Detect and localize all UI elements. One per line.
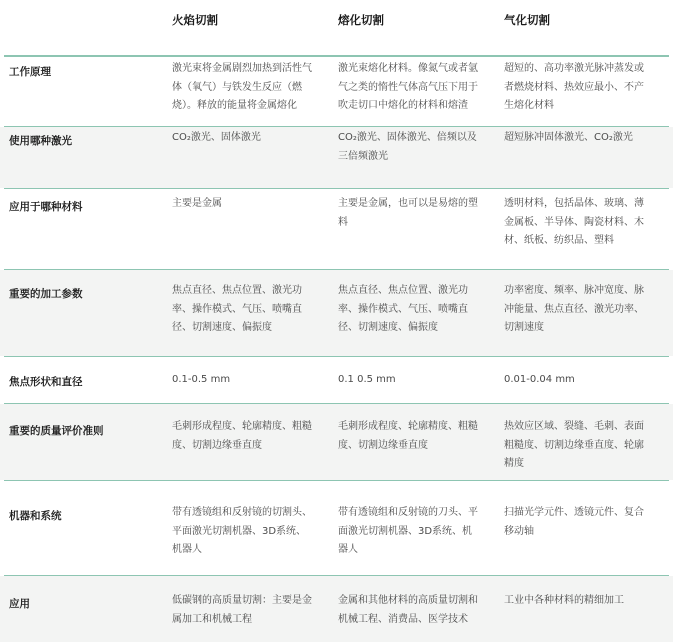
cell-line: 0.1 0.5 mm bbox=[338, 374, 396, 385]
table-row bbox=[0, 189, 673, 269]
cell-line: 机器人 bbox=[172, 544, 202, 555]
cell-flame bbox=[172, 592, 330, 629]
cell-vaporization bbox=[504, 195, 666, 251]
cell-flame bbox=[172, 504, 330, 560]
cell-line: 精度 bbox=[504, 458, 524, 469]
cell-line: 三倍频激光 bbox=[338, 150, 388, 162]
cell-line: 气之类的惰性气体高气压下用于 bbox=[338, 81, 478, 93]
cell-flame bbox=[172, 418, 330, 455]
cell-line: 属加工和机械工程 bbox=[172, 613, 252, 625]
cell-line: 度、切割边缘垂直度 bbox=[338, 439, 428, 451]
cell-vaporization bbox=[504, 504, 666, 541]
cell-line: 率、操作模式、气压、喷嘴直 bbox=[172, 303, 302, 315]
table-header bbox=[0, 0, 673, 54]
cell-line: 器人 bbox=[338, 544, 358, 555]
cell-line: 带有透镜组和反射镜的刀头、平 bbox=[338, 507, 478, 518]
cell-line: 扫描光学元件、透镜元件、复合 bbox=[504, 507, 644, 518]
cell-line: 低碳钢的高质量切割：主要是金 bbox=[172, 595, 312, 606]
cell-line: 焦点直径、焦点位置、激光功 bbox=[172, 285, 302, 296]
cell-flame bbox=[172, 129, 330, 148]
cell-line: 者燃烧材料、热效应最小、不产 bbox=[504, 81, 644, 93]
header-fusion-cutting: 熔化切割 bbox=[338, 13, 384, 27]
cell-line: 激光束熔化材料。像氮气或者氩 bbox=[338, 63, 478, 74]
row-label: 重要的加工参数 bbox=[9, 288, 83, 300]
cell-line: 吹走切口中熔化的材料和熔渣 bbox=[338, 100, 468, 111]
cell-flame bbox=[172, 282, 330, 338]
cell-line: 生熔化材料 bbox=[504, 100, 554, 111]
cell-vaporization bbox=[504, 592, 666, 611]
cell-fusion bbox=[338, 504, 498, 560]
cell-line: 金属板、半导体、陶瓷材料、木 bbox=[504, 216, 644, 228]
cell-line: 超短脉冲固体激光、CO₂激光 bbox=[504, 132, 633, 143]
cell-line: 切割速度 bbox=[504, 322, 544, 333]
cell-line: 毛刺形成程度、轮廓精度、粗糙 bbox=[338, 421, 478, 432]
cell-line: 热效应区域、裂缝、毛刺、表面 bbox=[504, 421, 644, 432]
cell-vaporization bbox=[504, 129, 666, 148]
cell-line: 超短的、高功率激光脉冲蒸发或 bbox=[504, 63, 644, 74]
row-label: 焦点形状和直径 bbox=[9, 376, 83, 388]
cell-line: 机械工程、消费品、医学技术 bbox=[338, 613, 468, 625]
cell-vaporization bbox=[504, 371, 666, 390]
cell-line: 带有透镜组和反射镜的切割头、 bbox=[172, 507, 312, 518]
cell-line: 0.01-0.04 mm bbox=[504, 374, 575, 385]
cell-line: 率、操作模式、气压、喷嘴直 bbox=[338, 303, 468, 315]
cell-vaporization bbox=[504, 282, 666, 338]
table-row bbox=[0, 404, 673, 480]
cell-line: 功率密度、频率、脉冲宽度、脉 bbox=[504, 285, 644, 296]
cell-line: 主要是金属 bbox=[172, 198, 222, 209]
cell-fusion bbox=[338, 129, 498, 166]
cell-fusion bbox=[338, 60, 498, 116]
cell-vaporization bbox=[504, 418, 666, 474]
cell-line: 透明材料，包括晶体、玻璃、薄 bbox=[504, 198, 644, 209]
header-vaporization-cutting: 气化切割 bbox=[504, 13, 550, 27]
row-label: 应用 bbox=[9, 598, 30, 610]
cell-line: 平面激光切割机器、3D系统、 bbox=[172, 525, 307, 537]
cell-line: 工业中各种材料的精细加工 bbox=[504, 595, 624, 606]
cell-fusion bbox=[338, 282, 498, 338]
cell-line: 焦点直径、焦点位置、激光功 bbox=[338, 285, 468, 296]
cell-line: 径、切割速度、偏振度 bbox=[172, 322, 272, 333]
cell-line: 金属和其他材料的高质量切割和 bbox=[338, 595, 478, 606]
cell-fusion bbox=[338, 371, 498, 390]
row-label: 工作原理 bbox=[9, 66, 51, 78]
cell-line: 烧）。释放的能量将金属熔化 bbox=[172, 100, 297, 111]
cell-line: 料 bbox=[338, 216, 348, 228]
cell-fusion bbox=[338, 592, 498, 629]
cell-fusion bbox=[338, 418, 498, 455]
cell-line: 径、切割速度、偏振度 bbox=[338, 322, 438, 333]
cell-line: 0.1-0.5 mm bbox=[172, 374, 231, 385]
cell-line: 激光束将金属剧烈加热到活性气 bbox=[172, 63, 312, 74]
cell-line: 粗糙度、切割边缘垂直度、轮廓 bbox=[504, 439, 644, 451]
table-row bbox=[0, 57, 673, 126]
cell-vaporization bbox=[504, 60, 666, 116]
cell-flame bbox=[172, 195, 330, 214]
table-row bbox=[0, 270, 673, 356]
row-label: 重要的质量评价准则 bbox=[9, 425, 104, 437]
cell-line: 移动轴 bbox=[504, 525, 534, 537]
table-row bbox=[0, 576, 673, 642]
cell-line: 主要是金属，也可以是易熔的塑 bbox=[338, 198, 478, 209]
table-row bbox=[0, 127, 673, 188]
cell-line: CO₂激光、固体激光 bbox=[172, 132, 261, 143]
cell-line: 冲能量、焦点直径、激光功率、 bbox=[504, 303, 644, 315]
cell-flame bbox=[172, 371, 330, 390]
cell-line: 度、切割边缘垂直度 bbox=[172, 439, 262, 451]
table-row bbox=[0, 357, 673, 403]
row-label: 机器和系统 bbox=[9, 510, 62, 522]
cell-fusion bbox=[338, 195, 498, 232]
cell-line: 体（氧气）与铁发生反应（燃 bbox=[172, 81, 302, 93]
table-row bbox=[0, 481, 673, 575]
row-label: 使用哪种激光 bbox=[9, 135, 72, 147]
row-label: 应用于哪种材料 bbox=[9, 201, 83, 213]
header-flame-cutting: 火焰切割 bbox=[172, 13, 218, 27]
cell-line: CO₂激光、固体激光、倍频以及 bbox=[338, 132, 477, 143]
cell-line: 毛刺形成程度、轮廓精度、粗糙 bbox=[172, 421, 312, 432]
cell-line: 材、纸板、纺织品、塑料 bbox=[504, 235, 614, 246]
cell-flame bbox=[172, 60, 330, 116]
cell-line: 面激光切割机器、3D系统、机 bbox=[338, 525, 473, 537]
